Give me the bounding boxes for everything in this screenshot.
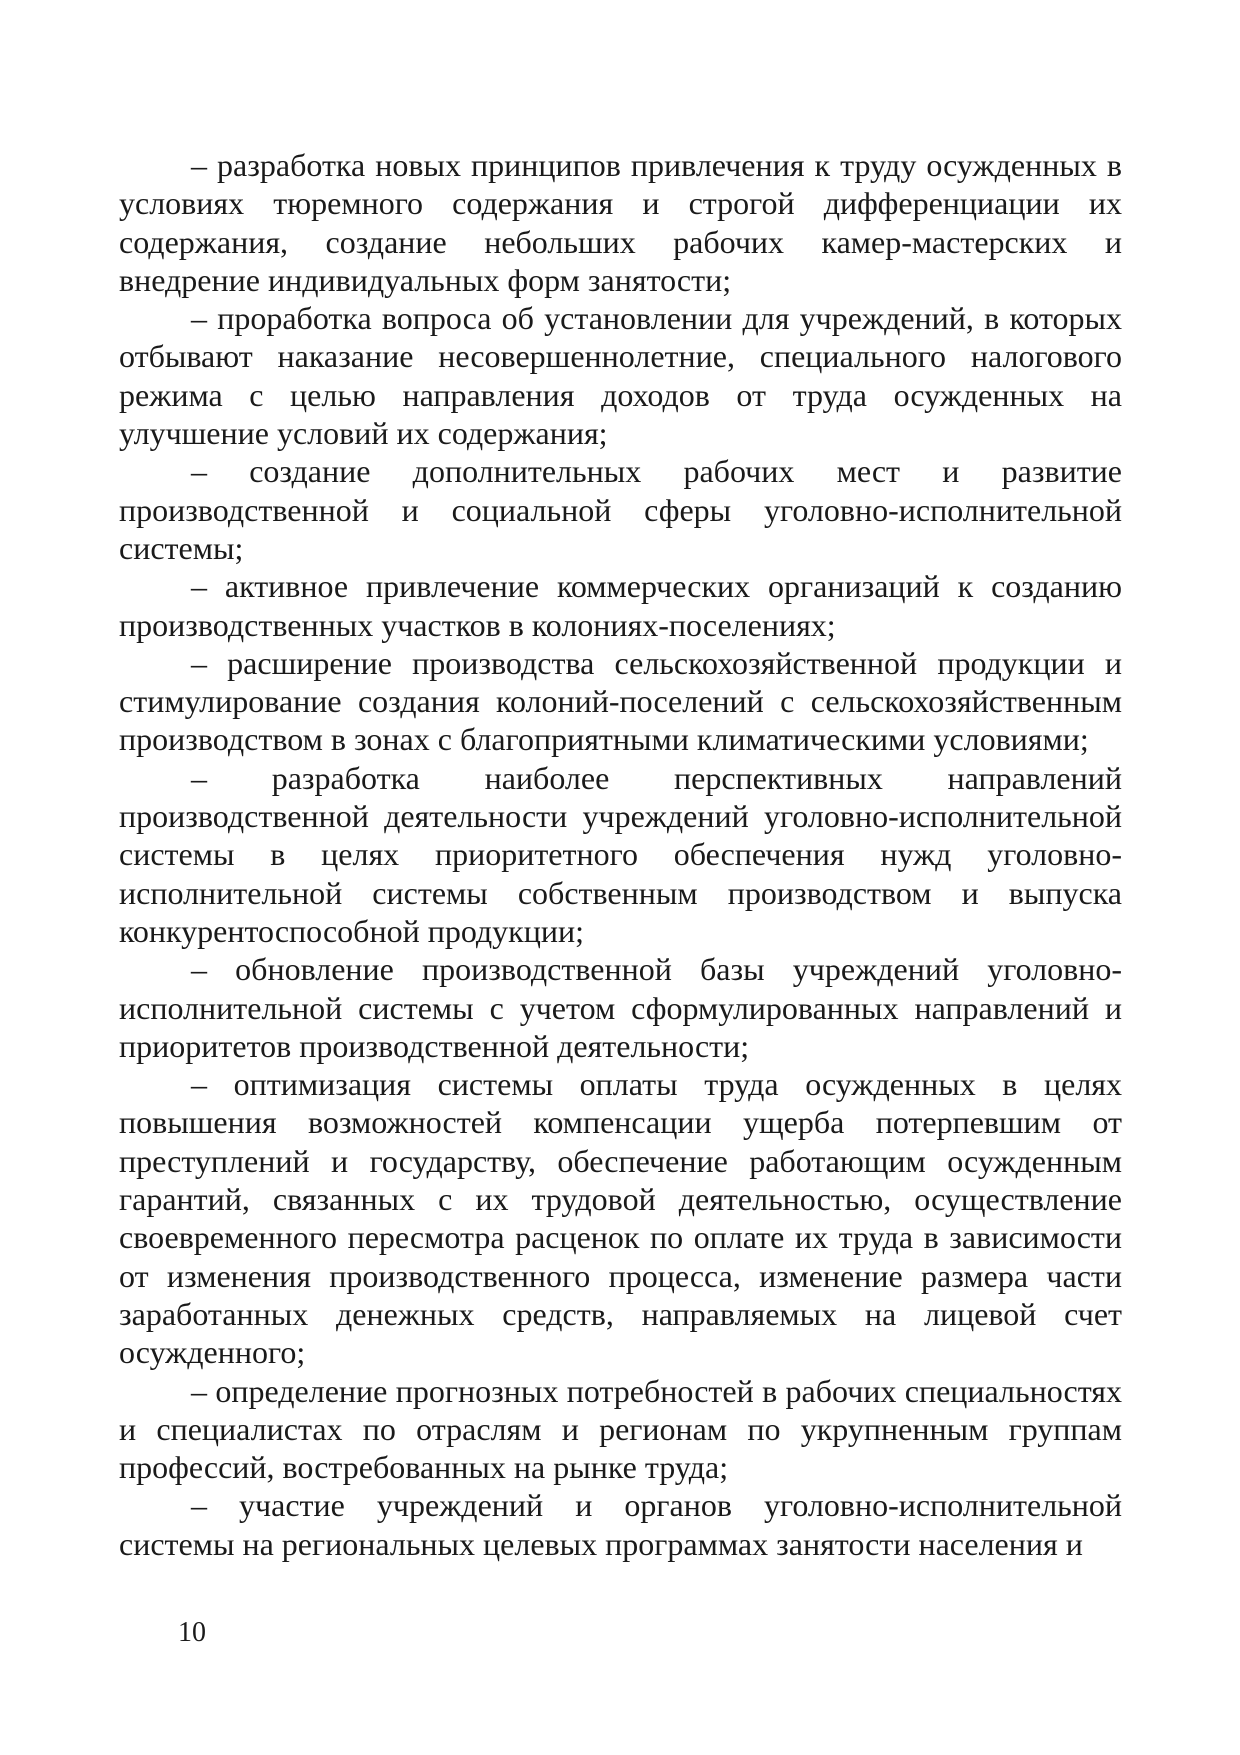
paragraph-5: – расширение производства сельскохозяйственной продукции и стимулирование создания колоний-поселений с сельскохозяйственным производством в зонах с благоприятными климатическими условиями; [119, 644, 1122, 758]
paragraph-1: – разработка новых принципов привлечения к труду осужденных в условиях тюремного содержания и строгой дифференциации их содержания, создание небольших рабочих камер-мастерских и внедрение индивидуальных форм занятости; [119, 147, 1122, 298]
body-text [119, 146, 1122, 1563]
paragraph-6: – разработка наиболее перспективных направлений производственной деятельности учреждений уголовно-исполнительной системы в целях приоритетного обеспечения нужд уголовно-исполнительной системы собственным производством и выпуска конкурентоспособной продукции; [119, 759, 1122, 949]
paragraph-9: – определение прогнозных потребностей в рабочих специальностях и специалистах по отраслям и регионам по укрупненным группам профессий, востребованных на рынке труда; [119, 1372, 1122, 1486]
paragraph-8: – оптимизация системы оплаты труда осужденных в целях повышения возможностей компенсации ущерба потерпевшим от преступлений и государству, обеспечение работающим осужденным гарантий, связанных с их трудовой деятельностью, осуществление своевременного пересмотра расценок по оплате их труда в зависимости от изменения производственного процесса, изменение размера части заработанных денежных средств, направляемых на лицевой счет осужденного; [119, 1066, 1122, 1371]
paragraph-7: – обновление производственной базы учреждений уголовно-исполнительной системы с учетом сформулированных направлений и приоритетов производственной деятельности; [119, 951, 1122, 1064]
paragraph-10: – участие учреждений и органов уголовно-исполнительной системы на региональных целевых программах занятости населения и [119, 1487, 1122, 1562]
paragraph-2: – проработка вопроса об установлении для учреждений, в которых отбывают наказание несовершеннолетние, специального налогового режима с целью направления доходов от труда осужденных на улучшение условий их содержания; [119, 300, 1122, 452]
paragraph-3: – создание дополнительных рабочих мест и развитие производственной и социальной сферы уголовно-исполнительной системы; [119, 453, 1122, 566]
paragraph-4: – активное привлечение коммерческих организаций к созданию производственных участков в колониях-поселениях; [119, 568, 1122, 643]
page-number: 10 [178, 1617, 206, 1648]
